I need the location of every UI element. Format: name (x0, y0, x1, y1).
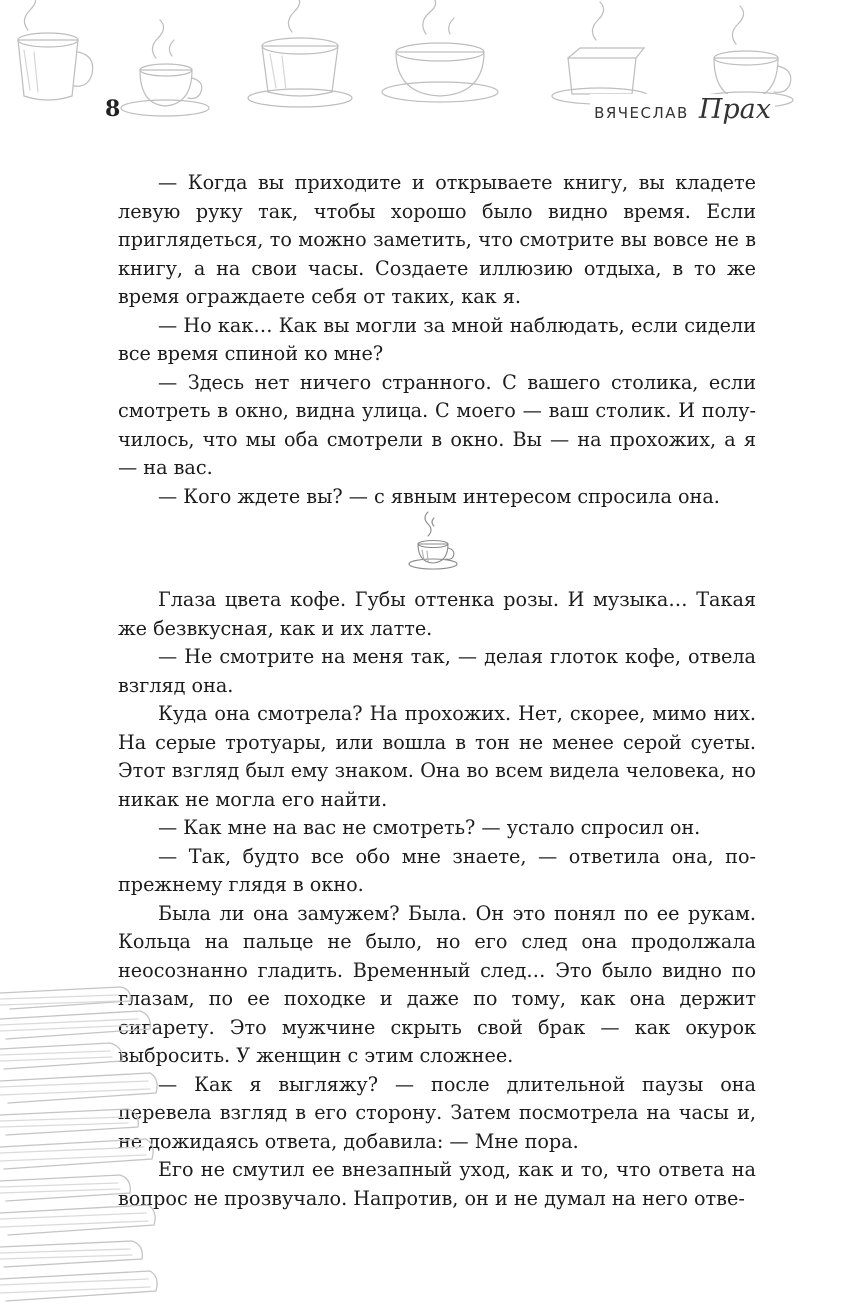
paragraph: Его не смутил ее внезапный уход, как и то, что ответа на вопрос не прозвучало. Напротив, он и не думал на него отве- (118, 1158, 756, 1210)
paragraph: Была ли она замужем? Была. Он это понял по ее рукам. Кольца на пальце не было, но его след она продолжала неосознанно гладить. Временный след… Это было видно по глазам, по ее походке и даже по тому, как она держит сигарету. Это мужчине скрыть свой брак — как окурок выбросить. У женщин с этим сложнее. (118, 901, 756, 1067)
text-section-2 (118, 586, 756, 1213)
running-header (590, 94, 775, 125)
paragraph: — Здесь нет ничего странного. С вашего столика, если смотреть в окно, видна улица. С моего — ваш столик. И получилось, что мы оба смотрели в окно. Вы — на прохожих, а я — на вас. (118, 370, 756, 479)
paragraph: Куда она смотрела? На прохожих. Нет, скорее, мимо них. На серые тротуары, или вошла в тон не менее серой суеты. Этот взгляд был ему знаком. Она во всем видела человека, но никак не могла его найти. (118, 702, 756, 811)
paragraph: — Но как… Как вы могли за мной наблюдать, если сидели все время спиной ко мне? (118, 313, 756, 365)
paragraph: — Кого ждете вы? — с явным интересом спросила она. (158, 484, 720, 508)
paragraph: Глаза цвета кофе. Губы оттенка розы. И музыка… Такая же безвкусная, как и их латте. (118, 588, 756, 640)
text-section-1 (118, 169, 756, 511)
paragraph: — Когда вы приходите и открываете книгу, вы кладете левую руку так, чтобы хорошо было видно время. Если приглядеться, то можно заметить, что смотрите вы вовсе не в книгу, а на свои часы. Создаете иллюзию отдыха, в то же время ограждаете себя от таких, как я. (118, 171, 756, 308)
stacked-books-sketch-icon (0, 985, 160, 1312)
steaming-coffee-cup-icon (404, 508, 462, 574)
paragraph: — Так, будто все обо мне знаете, — ответила она, по-прежнему глядя в окно. (118, 844, 756, 896)
book-title: Прах (698, 94, 771, 125)
paragraph: — Не смотрите на меня так, — делая глоток кофе, отвела взгляд она. (118, 645, 756, 697)
page-number: 8 (105, 96, 121, 122)
author-name: ВЯЧЕСЛАВ (594, 104, 689, 122)
paragraph: — Как мне на вас не смотреть? — устало спросил он. (158, 816, 701, 839)
paragraph: — Как я выгляжу? — после длительной паузы она перевела взгляд в его сторону. Затем посмотрела на часы и, не дожидаясь ответа, добавила: — Мне пора. (118, 1072, 756, 1153)
